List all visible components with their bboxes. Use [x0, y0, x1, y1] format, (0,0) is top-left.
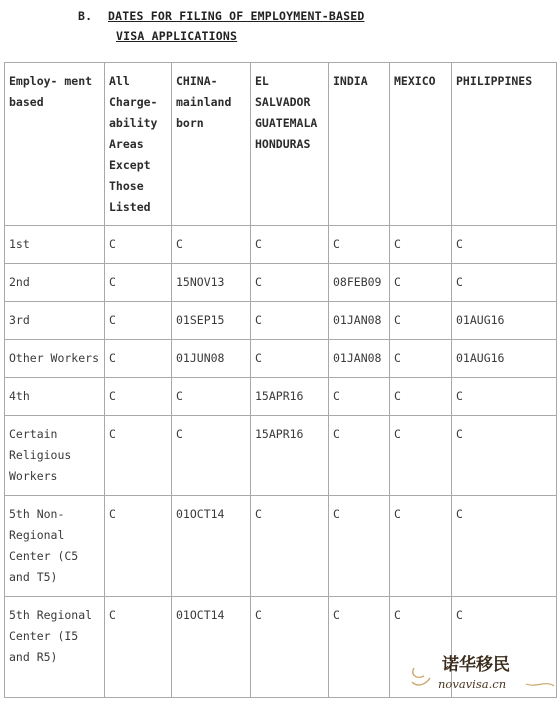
watermark-chinese: 诺华移民 [442, 655, 510, 675]
table-row [5, 302, 557, 340]
section-title-line2: VISA APPLICATIONS [116, 29, 238, 43]
cell-all-chargeability: C [105, 416, 172, 496]
row-category: 5th Non-Regional Center (C5 and T5) [5, 496, 105, 597]
row-category: 4th [5, 378, 105, 416]
section-title-line1: DATES FOR FILING OF EMPLOYMENT-BASED [108, 9, 365, 23]
cell-all-chargeability: C [105, 340, 172, 378]
cell-philippines: C [452, 378, 557, 416]
cell-philippines: C [452, 264, 557, 302]
cell-philippines: C [452, 597, 557, 698]
cell-mexico: C [390, 416, 452, 496]
cell-india: 01JAN08 [329, 340, 390, 378]
cell-el-salvador: C [251, 302, 329, 340]
cell-el-salvador: C [251, 496, 329, 597]
cell-el-salvador: C [251, 264, 329, 302]
cell-el-salvador: 15APR16 [251, 378, 329, 416]
header-all-chargeability: All Charge- ability Areas Except Those Listed [105, 63, 172, 226]
cell-india: C [329, 378, 390, 416]
cell-mexico: C [390, 226, 452, 264]
cell-china: 01SEP15 [172, 302, 251, 340]
cell-mexico: C [390, 378, 452, 416]
row-category: 3rd [5, 302, 105, 340]
cell-china: 15NOV13 [172, 264, 251, 302]
table-row [5, 597, 557, 698]
table-header-row [5, 63, 557, 226]
cell-philippines: 01AUG16 [452, 302, 557, 340]
cell-india: C [329, 226, 390, 264]
cell-all-chargeability: C [105, 226, 172, 264]
cell-mexico: C [390, 340, 452, 378]
header-china: CHINA- mainland born [172, 63, 251, 226]
cell-all-chargeability: C [105, 264, 172, 302]
cell-mexico: C [390, 302, 452, 340]
cell-india: 01JAN08 [329, 302, 390, 340]
cell-china: 01OCT14 [172, 496, 251, 597]
row-category: 1st [5, 226, 105, 264]
section-letter: B. [78, 9, 93, 23]
cell-mexico: C [390, 597, 452, 698]
row-category: Certain Religious Workers [5, 416, 105, 496]
cell-mexico: C [390, 264, 452, 302]
row-category: 2nd [5, 264, 105, 302]
table-row [5, 264, 557, 302]
table-row [5, 226, 557, 264]
table-row [5, 496, 557, 597]
row-category: Other Workers [5, 340, 105, 378]
cell-philippines: C [452, 496, 557, 597]
cell-all-chargeability: C [105, 302, 172, 340]
watermark-latin: novavisa.cn [438, 677, 507, 691]
section-heading [78, 6, 364, 46]
cell-el-salvador: C [251, 597, 329, 698]
table-row [5, 378, 557, 416]
cell-china: C [172, 378, 251, 416]
cell-el-salvador: C [251, 226, 329, 264]
header-india: INDIA [329, 63, 390, 226]
cell-mexico: C [390, 496, 452, 597]
header-employment-based: Employ- ment based [5, 63, 105, 226]
cell-india: C [329, 597, 390, 698]
cell-india: 08FEB09 [329, 264, 390, 302]
cell-philippines: C [452, 416, 557, 496]
cell-philippines: 01AUG16 [452, 340, 557, 378]
cell-india: C [329, 416, 390, 496]
cell-all-chargeability: C [105, 597, 172, 698]
cell-all-chargeability: C [105, 496, 172, 597]
cell-china: C [172, 416, 251, 496]
header-philippines: PHILIPPINES [452, 63, 557, 226]
table-row [5, 416, 557, 496]
cell-el-salvador: C [251, 340, 329, 378]
visa-bulletin-table [4, 62, 557, 698]
cell-china: 01JUN08 [172, 340, 251, 378]
cell-all-chargeability: C [105, 378, 172, 416]
cell-china: 01OCT14 [172, 597, 251, 698]
header-mexico: MEXICO [390, 63, 452, 226]
header-el-salvador: EL SALVADOR GUATEMALA HONDURAS [251, 63, 329, 226]
cell-china: C [172, 226, 251, 264]
table-row [5, 340, 557, 378]
row-category: 5th Regional Center (I5 and R5) [5, 597, 105, 698]
cell-el-salvador: 15APR16 [251, 416, 329, 496]
cell-philippines: C [452, 226, 557, 264]
cell-india: C [329, 496, 390, 597]
